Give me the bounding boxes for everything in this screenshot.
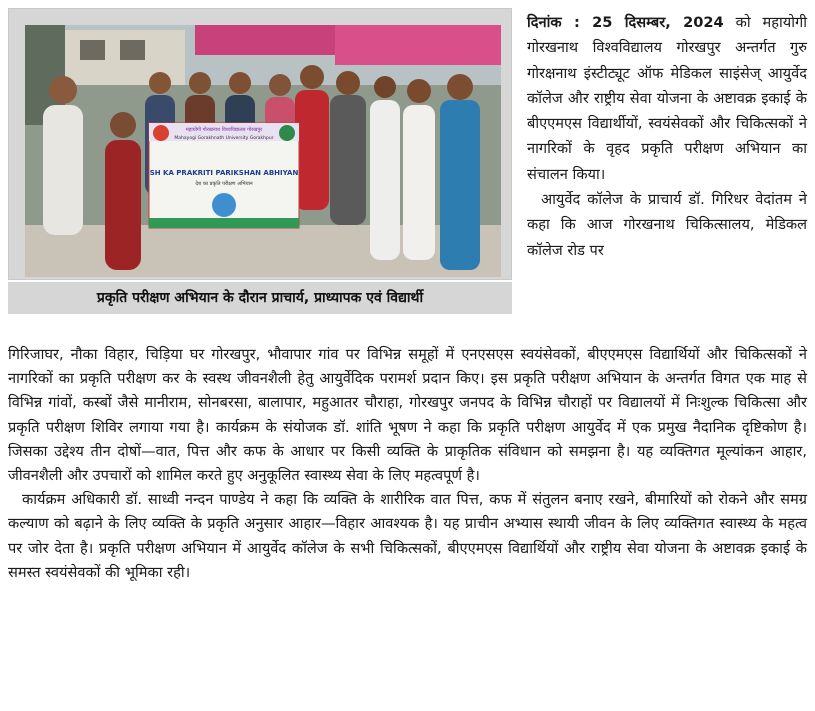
photo-frame — [8, 8, 512, 280]
svg-text:SH KA PRAKRITI PARIKSHAN ABHIY: SH KA PRAKRITI PARIKSHAN ABHIYAN — [149, 169, 299, 177]
article-intro-column — [527, 10, 807, 263]
program-officer-paragraph: कार्यक्रम अधिकारी डॉ. साध्वी नन्दन पाण्डेय ने कहा कि व्यक्ति के शारीरिक वात पित्त, कफ में संतुलन बनाए रखने, बीमारियों को रोकने और समग्र कल्याण को बढ़ाने के लिए व्यक्ति के प्रकृति अनुसार आहार—विहार आवश्यक है। यह प्राचीन अभ्यास स्थायी जीवन के लिए व्यक्तिगत स्वास्थ्य के महत्व पर जोर देता है। प्रकृति परीक्षण अभियान में आयुर्वेद कॉलेज के सभी चिकित्सकों, बीएएमएस विद्यार्थियों और राष्ट्रीय सेवा योजना के अष्टावक्र इकाई के समस्त स्वयंसेवकों की भूमिका रही। — [8, 491, 807, 581]
campaign-banner — [149, 123, 299, 228]
article-body — [8, 343, 807, 585]
intro-text: को महायोगी गोरखनाथ विश्वविद्यालय गोरखपुर अन्तर्गत गुरु गोरक्षनाथ इंस्टीट्यूट ऑफ मेडिकल साइंसेज् आयुर्वेद कॉलेज और राष्ट्रीय सेवा योजना के अष्टावक्र इकाई के बीएएमएस विद्यार्थीयों, स्वयंसेवकों और चिकित्सकों ने नागरिकों के वृहद प्रकृति परीक्षण अभियान का संचालन किया। — [527, 14, 807, 183]
intro-paragraph — [527, 10, 807, 187]
svg-text:देश का प्रकृति परीक्षण अभियान: देश का प्रकृति परीक्षण अभियान — [195, 181, 253, 187]
svg-text:Mahayogi Gorakhnath University: Mahayogi Gorakhnath University Gorakhpur — [174, 136, 274, 141]
date-label: दिनांक : 25 दिसम्बर, 2024 — [527, 14, 724, 31]
group-photo — [25, 25, 501, 277]
principal-paragraph-start: आयुर्वेद कॉलेज के प्राचार्य डॉ. गिरिधर वेदांतम ने कहा कि आज गोरखनाथ चिकित्सालय, मेडिकल कॉलेज रोड पर — [527, 191, 807, 259]
principal-paragraph-continued: गिरिजाघर, नौका विहार, चिड़िया घर गोरखपुर, भौवापार गांव पर विभिन्न समूहों में एनएसएस स्वयंसेवकों, बीएएमएस विद्यार्थियों और चिकित्सकों ने नागरिकों का प्रकृति परीक्षण कर के स्वस्थ जीवनशैली हेतु आयुर्वेदिक परामर्श प्रदान किए। इस प्रकृति परीक्षण अभियान के अन्तर्गत विगत एक माह से विभिन्न गांवों, कस्बों जैसे मानीराम, सोनबरसा, बालापार, महुआतर चौराहा, गोरखपुर जनपद के विभिन्न चौराहों पर विद्यालयों में निःशुल्क चिकित्सा और प्रकृति परीक्षण शिविर लगाया गया है। कार्यक्रम के संयोजक डॉ. शांति भूषण ने कहा कि प्रकृति परीक्षण आयुर्वेद में एक प्रमुख नैदानिक दृष्टिकोण है। जिसका उद्देश्य तीन दोषों—वात, पित्त और कफ के आधार पर किसी व्यक्ति के प्राकृतिक संविधान को समझना है। यह व्यक्तिगत मूल्यांकन आहार, जीवनशैली और उपचारों को शामिल करते हुए अनुकूलित स्वास्थ्य सेवा के लिए महत्वपूर्ण है। — [8, 346, 807, 485]
svg-text:महायोगी गोरखनाथ विश्वविद्यालय: महायोगी गोरखनाथ विश्वविद्यालय गोरखपुर — [185, 127, 263, 133]
photo-caption: प्रकृति परीक्षण अभियान के दौरान प्राचार्य, प्राध्यापक एवं विद्यार्थी — [8, 282, 512, 314]
